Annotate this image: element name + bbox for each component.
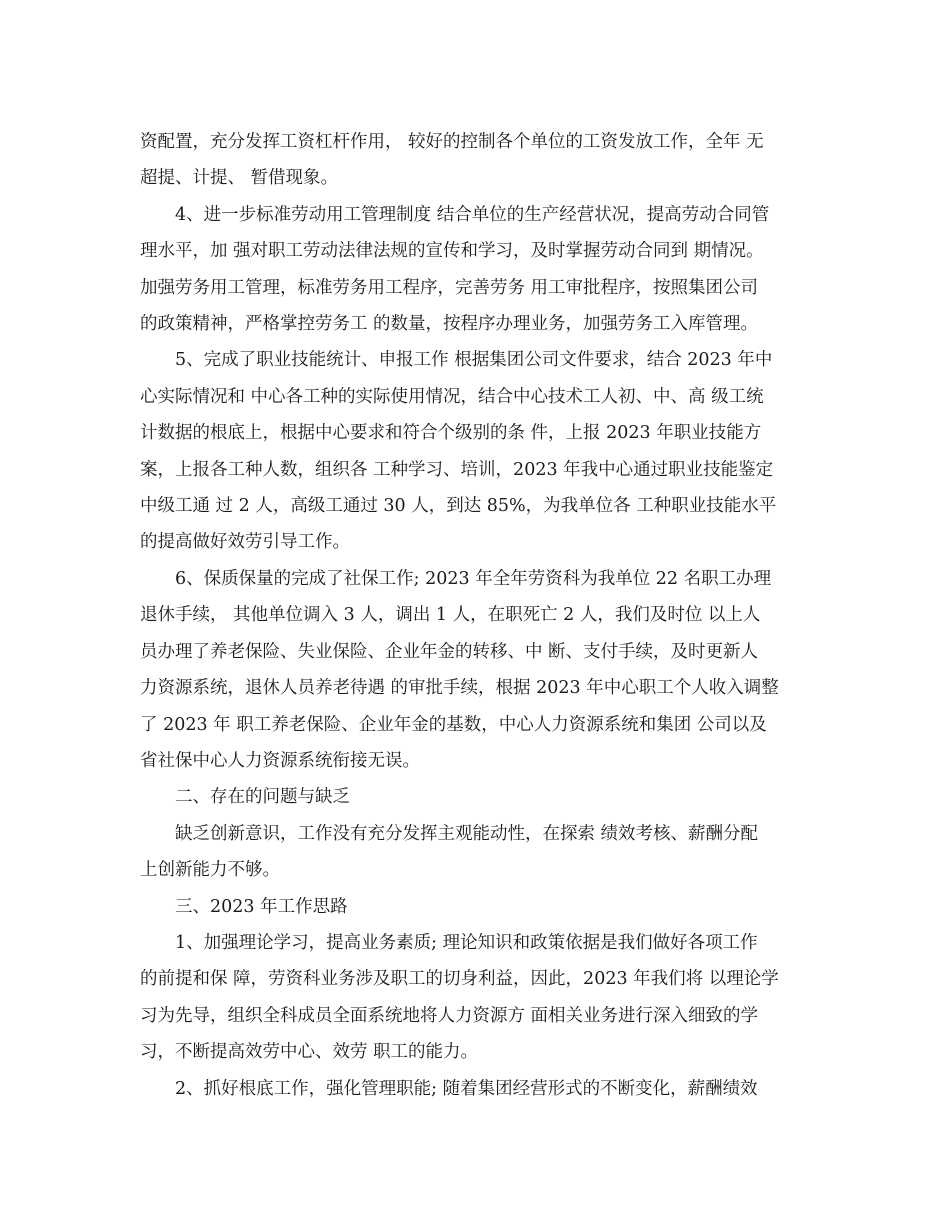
text-line: 的前提和保 障，劳资科业务涉及职工的切身利益，因此，2023 年我们将 以理论学 [140, 969, 779, 990]
text-line: 6、保质保量的完成了社保工作; 2023 年全年劳资科为我单位 22 名职工办理 [175, 568, 772, 589]
text-line: 4、进一步标准劳动用工管理制度 结合单位的生产经营状况，提高劳动合同管 [175, 204, 770, 225]
paragraph [140, 1071, 812, 1107]
paragraph [140, 816, 812, 889]
text-line: 的提高做好效劳引导工作。 [140, 532, 350, 553]
paragraph [140, 197, 812, 343]
text-line: 缺乏创新意识，工作没有充分发挥主观能动性，在探索 绩效考核、薪酬分配 [175, 823, 759, 844]
text-line: 2、抓好根底工作，强化管理职能; 随着集团经营形式的不断变化，薪酬绩效 [175, 1078, 758, 1099]
text-line: 理水平，加 强对职工劳动法律法规的宣传和学习，及时掌握劳动合同到 期情况。 [140, 241, 764, 262]
text-line: 省社保中心人力资源系统衔接无误。 [140, 750, 420, 771]
paragraph [140, 124, 812, 197]
text-line: 退休手续， 其他单位调入 3 人，调出 1 人，在职死亡 2 人，我们及时位 以上人 [140, 605, 761, 626]
text-line: 习为先导，组织全科成员全面系统地将人力资源方 面相关业务进行深入细致的学 [140, 1005, 759, 1026]
text-line: 1、加强理论学习，提高业务素质; 理论知识和政策依据是我们做好各项工作 [175, 932, 758, 953]
text-line: 案，上报各工种人数，组织各 工种学习、培训，2023 年我中心通过职业技能鉴定 [140, 459, 774, 480]
text-line: 习，不断提高效劳中心、效劳 职工的能力。 [140, 1042, 479, 1063]
text-line: 心实际情况和 中心各工种的实际使用情况，结合中心技术工人初、中、高 级工统 [140, 386, 764, 407]
paragraph [140, 342, 812, 560]
paragraph [140, 561, 812, 779]
text-line: 力资源系统，退休人员养老待遇 的审批手续，根据 2023 年中心职工个人收入调整 [140, 678, 779, 699]
text-line: 中级工通 过 2 人，高级工通过 30 人，到达 85%，为我单位各 工种职业技能水平 [140, 496, 777, 517]
text-line: 资配置，充分发挥工资杠杆作用， 较好的控制各个单位的工资发放工作，全年 无 [140, 132, 764, 152]
document-body [140, 124, 812, 1107]
text-line: 的政策精神，严格掌控劳务工 的数量，按程序办理业务，加强劳务工入库管理。 [140, 314, 759, 335]
paragraph [140, 889, 812, 925]
text-line: 加强劳务用工管理，标准劳务用工程序，完善劳务 用工审批程序，按照集团公司 [140, 277, 759, 298]
paragraph [140, 925, 812, 1071]
text-line: 计数据的根底上，根据中心要求和符合个级别的条 件，上报 2023 年职业技能方 [140, 423, 762, 444]
text-line: 三、2023 年工作思路 [175, 896, 348, 917]
text-line: 员办理了养老保险、失业保险、企业年金的转移、中 断、支付手续，及时更新人 [140, 641, 759, 662]
text-line: 5、完成了职业技能统计、申报工作 根据集团公司文件要求，结合 2023 年中 [175, 350, 773, 371]
text-line: 上创新能力不够。 [140, 860, 280, 881]
text-line: 超提、计提、 暂借现象。 [140, 168, 339, 189]
text-line: 了 2023 年 职工养老保险、企业年金的基数，中心人力资源系统和集团 公司以及 [140, 714, 767, 735]
text-line: 二、存在的问题与缺乏 [175, 787, 350, 808]
paragraph [140, 779, 812, 815]
